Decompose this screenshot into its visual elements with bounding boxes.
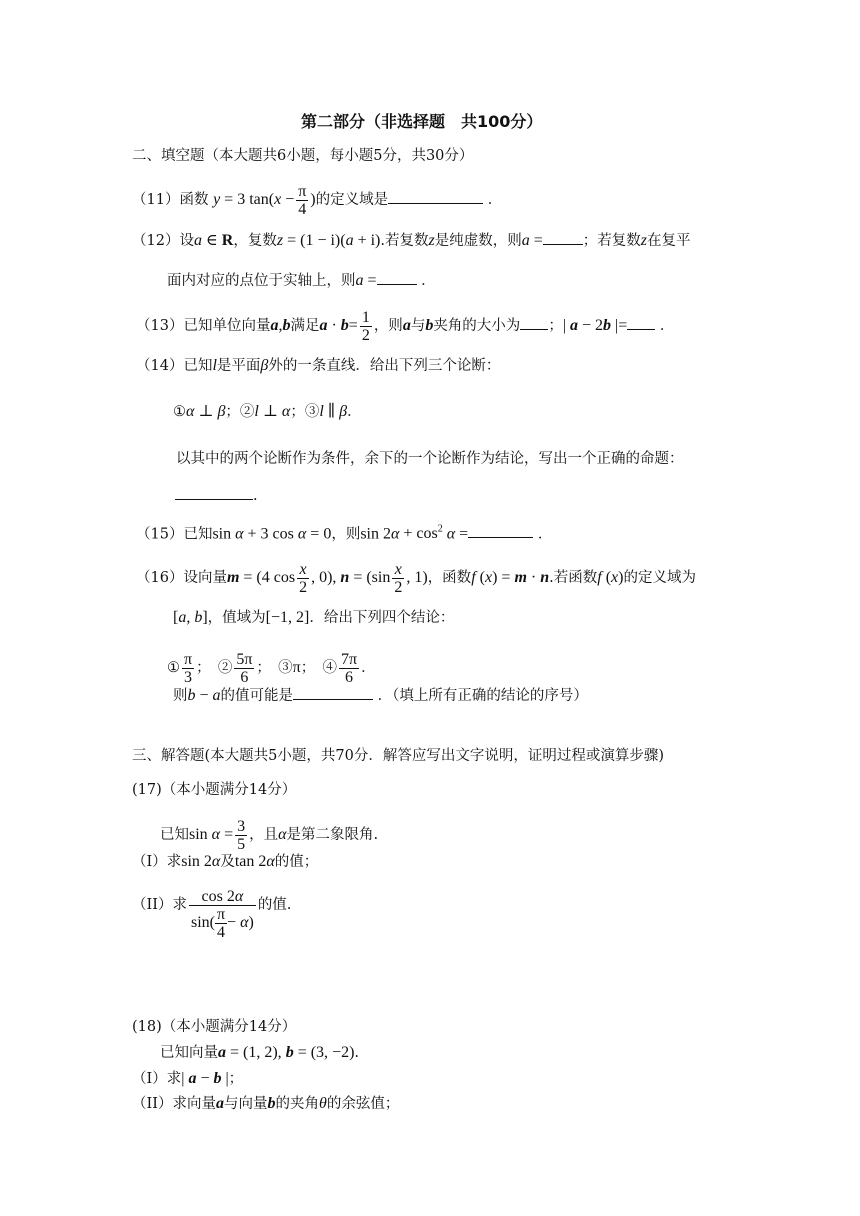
q11-number: （11） [132,192,180,209]
question-15: （15）已知sin α + 3 cos α = 0，则$\sin 2\alpha + \cos^2 \alpha$ = ． [136,524,553,543]
q12-number: （12） [132,233,180,249]
q13-answer-blank-2[interactable] [627,315,655,330]
question-14-statements: ①α ⊥ β；②l ⊥ α；③l ∥ β． [173,403,362,420]
q11-formula: y = 3 tan(x − $\frac{\pi}{4}$ ) [213,183,316,218]
question-17-part2: （II）求 cos 2α sin( $\frac{\pi}{4}$ − α) 的值. [132,888,292,941]
section-3-heading: 三、解答题(本大题共5小题，共70分．解答应写出文字说明，证明过程或演算步骤) [132,748,664,764]
question-16-line1: （16）设向量m = (4 cos $\frac{x}{2}$ , 0), n = (sin $\frac{x}{2}$ , 1)，函数f (x) = m · n.若函数f (x)的定义域为 [136,561,696,596]
question-12-line2: 面内对应的点位于实轴上，则a = ． [167,272,436,289]
question-17-given: 已知sin α = $\frac{3}{5}$ ，且α是第二象限角. [160,818,379,853]
q15-answer-blank[interactable] [468,523,533,538]
q16-answer-blank[interactable] [293,685,373,700]
question-13: （13）已知单位向量a,b满足a · b= $\frac{1}{2}$ ，则a与b夹角的大小为 ；| a − 2b |= ． [136,309,675,344]
question-16-line2: [a, b]，值域为[−1, 2]．给出下列四个结论： [173,609,455,626]
q12-answer-blank-2[interactable] [377,270,417,285]
question-14-line3: 以其中的两个论断作为条件，余下的一个论断作为结论，写出一个正确的命题： [176,451,684,467]
question-14-line1: （14）已知l是平面β外的一条直线．给出下列三个论断： [136,357,501,374]
question-16-options: ① $\frac{\pi}{3}$ ； ② $\frac{5\pi}{6}$ ； ③π； ④ $\frac{7\pi}{6}$ ． [167,651,376,686]
question-18-part2: （II）求向量a与向量b的夹角θ的余弦值； [132,1095,400,1112]
question-18-header: (18)（本小题满分14分） [132,1019,297,1035]
question-16-line4: 则b − a的值可能是 ．（填上所有正确的结论的序号） [173,687,588,704]
question-17-part1: （I）求sin 2α及tan 2α的值； [132,853,319,870]
question-18-part1: （I）求| a − b |； [132,1070,244,1087]
question-17-header: (17)（本小题满分14分） [132,782,297,798]
q13-number: （13） [136,318,184,335]
question-12-line1: （12）设a ∈ R，复数z = (1 − i)(a + i).若复数z是纯虚数，则a = ；若复数z在复平 [132,232,691,249]
section-2-heading: 二、填空题（本大题共6小题，每小题5分，共30分） [132,148,474,164]
q14-answer-blank[interactable] [175,485,253,500]
question-14-line4: . [175,485,258,506]
question-18-given: 已知向量a = (1, 2), b = (3, −2). [160,1044,359,1061]
q16-number: （16） [136,570,184,587]
q14-number: （14） [136,358,184,374]
q13-answer-blank-1[interactable] [520,315,548,330]
page-title: 第二部分（非选择题 共100分） [301,112,543,131]
q11-answer-blank[interactable] [388,189,483,204]
q12-answer-blank-1[interactable] [543,230,583,245]
question-11: （11）函数 y = 3 tan(x − $\frac{\pi}{4}$ )的定义域是 ． [132,183,503,218]
q15-number: （15） [136,526,184,543]
